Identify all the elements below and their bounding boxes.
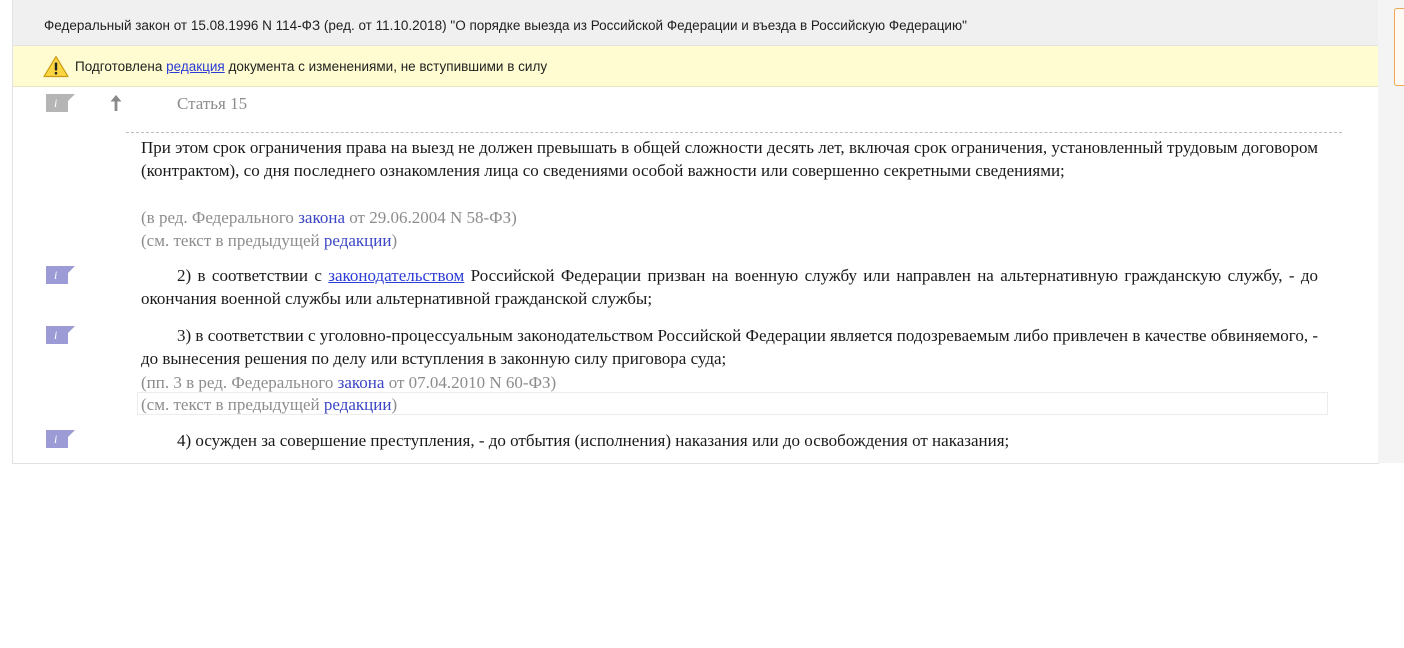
svg-text:i: i (54, 432, 58, 446)
info-icon[interactable] (46, 94, 75, 112)
info-icon[interactable] (46, 326, 75, 344)
law-link[interactable]: закона (337, 373, 385, 392)
edition-link[interactable]: редакция (166, 59, 225, 74)
up-arrow-icon[interactable] (109, 94, 123, 112)
document-frame (12, 0, 1379, 464)
previous-edition-note: (см. текст в предыдущей редакции) (141, 231, 398, 250)
svg-text:i: i (54, 328, 58, 342)
previous-edition-note: (см. текст в предыдущей редакции) (141, 395, 398, 414)
item-2: 2) в соответствии с законодательством Российской Федерации призван на военную службу или направлен на альтернативную гражданскую службу, - до окончания военной службы или альтернативной гражданской службы; (141, 266, 1318, 308)
previous-edition-link[interactable]: редакции (323, 231, 392, 250)
info-icon[interactable] (46, 430, 75, 448)
intro-paragraph: При этом срок ограничения права на выезд не должен превышать в общей сложности десять лет, включая срок ограничения, установленный трудовым договором (контрактом), со дня последнего ознакомления лица со сведениями особой важности или совершенно секретными сведениями; (141, 138, 1318, 180)
item-3: 3) в соответствии с уголовно-процессуальным законодательством Российской Федерации является подозреваемым либо привлечен в качестве обвиняемого, - до вынесения решения по делу или вступления в законную силу приговора суда; (141, 326, 1318, 368)
document-title: Федеральный закон от 15.08.1996 N 114-ФЗ (ред. от 11.10.2018) "О порядке выезда из Российской Федерации и въезда в Российскую Федерацию" (44, 18, 967, 33)
info-icon[interactable] (46, 266, 75, 284)
svg-text:i: i (54, 268, 58, 282)
item-4: 4) осужден за совершение преступления, - до отбытия (исполнения) наказания или до освобождения от наказания; (177, 431, 1010, 450)
edition-warning-bar (13, 46, 1378, 87)
side-panel-tab[interactable] (1394, 8, 1404, 86)
article-heading: Статья 15 (177, 94, 248, 113)
amendment-note: (в ред. Федерального закона от 29.06.2004 N 58-ФЗ) (141, 208, 517, 227)
document-title-bar (13, 0, 1378, 46)
previous-edition-link[interactable]: редакции (323, 395, 392, 414)
law-link[interactable]: закона (298, 208, 345, 227)
heading-divider (126, 132, 1342, 133)
amendment-note: (пп. 3 в ред. Федерального закона от 07.04.2010 N 60-ФЗ) (141, 373, 557, 392)
warning-triangle-icon (43, 55, 69, 78)
edition-warning-text: Подготовлена редакция документа с изменениями, не вступившими в силу (75, 59, 548, 74)
svg-text:i: i (54, 96, 58, 110)
legislation-link[interactable]: законодательством (328, 266, 465, 285)
